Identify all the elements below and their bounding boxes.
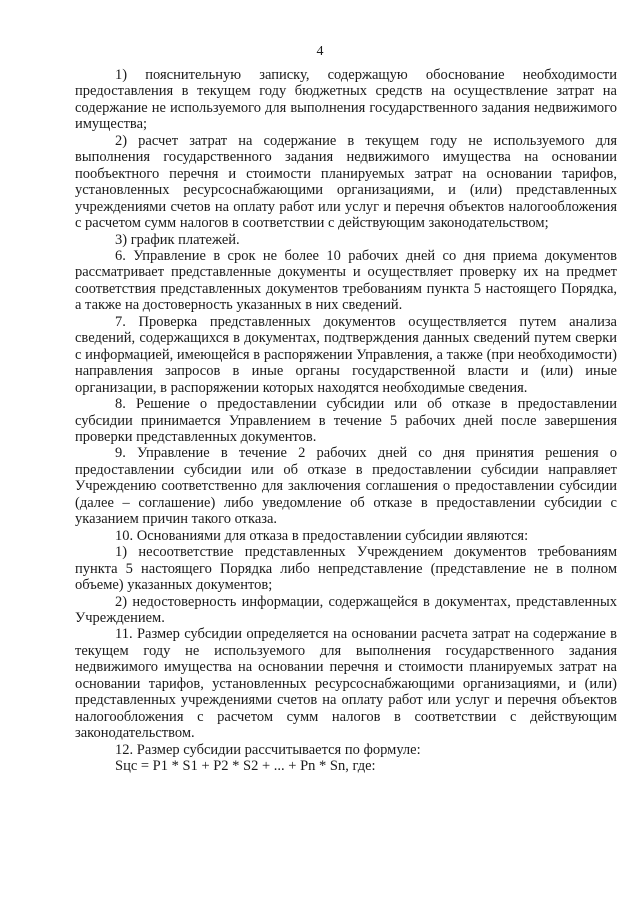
paragraph-item-12: 12. Размер субсидии рассчитывается по формуле:: [115, 741, 421, 758]
paragraph-item-10-sub-2: 2) недостоверность информации, содержащейся в документах, представленных Учреждением.: [75, 593, 617, 626]
paragraph-3-payment-schedule: 3) график платежей.: [115, 231, 240, 248]
document-body: [75, 67, 617, 774]
paragraph-item-9: 9. Управление в течение 2 рабочих дней со дня принятия решения о предоставлении субсидии или об отказе в предоставлении субсидии направляет Учреждению соответственно для заключения соглашения о предоставлении субсидии (далее – соглашение) либо уведомление об отказе в предоставлении субсидии с указанием причин такого отказа.: [75, 445, 617, 528]
paragraph-item-10-sub-1: 1) несоответствие представленных Учреждением документов требованиям пункта 5 настоящего Порядка либо непредставление (представление не в полном объеме) указанных документов;: [75, 544, 617, 594]
paragraph-item-10: 10. Основаниями для отказа в предоставлении субсидии являются:: [115, 527, 529, 544]
paragraph-1-explanatory-note: 1) пояснительную записку, содержащую обоснование необходимости предоставления в текущем году бюджетных средств на осуществление затрат на содержание не используемого для выполнения государственного задания недвижимого имущества;: [75, 67, 617, 133]
paragraph-item-11: 11. Размер субсидии определяется на основании расчета затрат на содержание в текущем году не используемого для выполнения государственного задания недвижимого имущества на основании перечня и стоимости планируемых затрат на основании тарифов, установленных ресурсоснабжающими организациями, и (или) представленных учреждениями счетов на оплату работ или услуг и перечня объектов налогообложения с расчетом сумм налогов в соответствии с действующим законодательством.: [75, 626, 617, 742]
paragraph-item-7: 7. Проверка представленных документов осуществляется путем анализа сведений, содержащихся в документах, подтверждения данных сведений путем сверки с информацией, имеющейся в распоряжении Управления, а также (при необходимости) направления запросов в иные органы государственной власти и (или) иные организации, в распоряжении которых находятся необходимые сведения.: [75, 313, 617, 396]
paragraph-item-8: 8. Решение о предоставлении субсидии или об отказе в предоставлении субсидии принимается Управлением в течение 5 рабочих дней после завершения проверки представленных документов.: [75, 396, 617, 445]
paragraph-item-6: 6. Управление в срок не более 10 рабочих дней со дня приема документов рассматривает представленные документы и осуществляет проверку их на предмет соответствия представленных документов требованиям пункта 5 настоящего Порядка, а также на достоверность указанных в них сведений.: [75, 247, 617, 314]
subsidy-formula: Sцс = P1 * S1 + P2 * S2 + ... + Pn * Sn, где:: [115, 758, 376, 775]
paragraph-2-cost-calculation: 2) расчет затрат на содержание в текущем году не используемого для выполнения государственного задания недвижимого имущества на основании пообъектного перечня и стоимости планируемых затрат на основании тарифов, установленных ресурсоснабжающими организациями, и (или) представленных учреждениями счетов на оплату работ или услуг и перечня объектов налогообложения с расчетом сумм налогов в соответствии с действующим законодательством;: [75, 132, 617, 232]
page-number: 4: [316, 44, 324, 59]
